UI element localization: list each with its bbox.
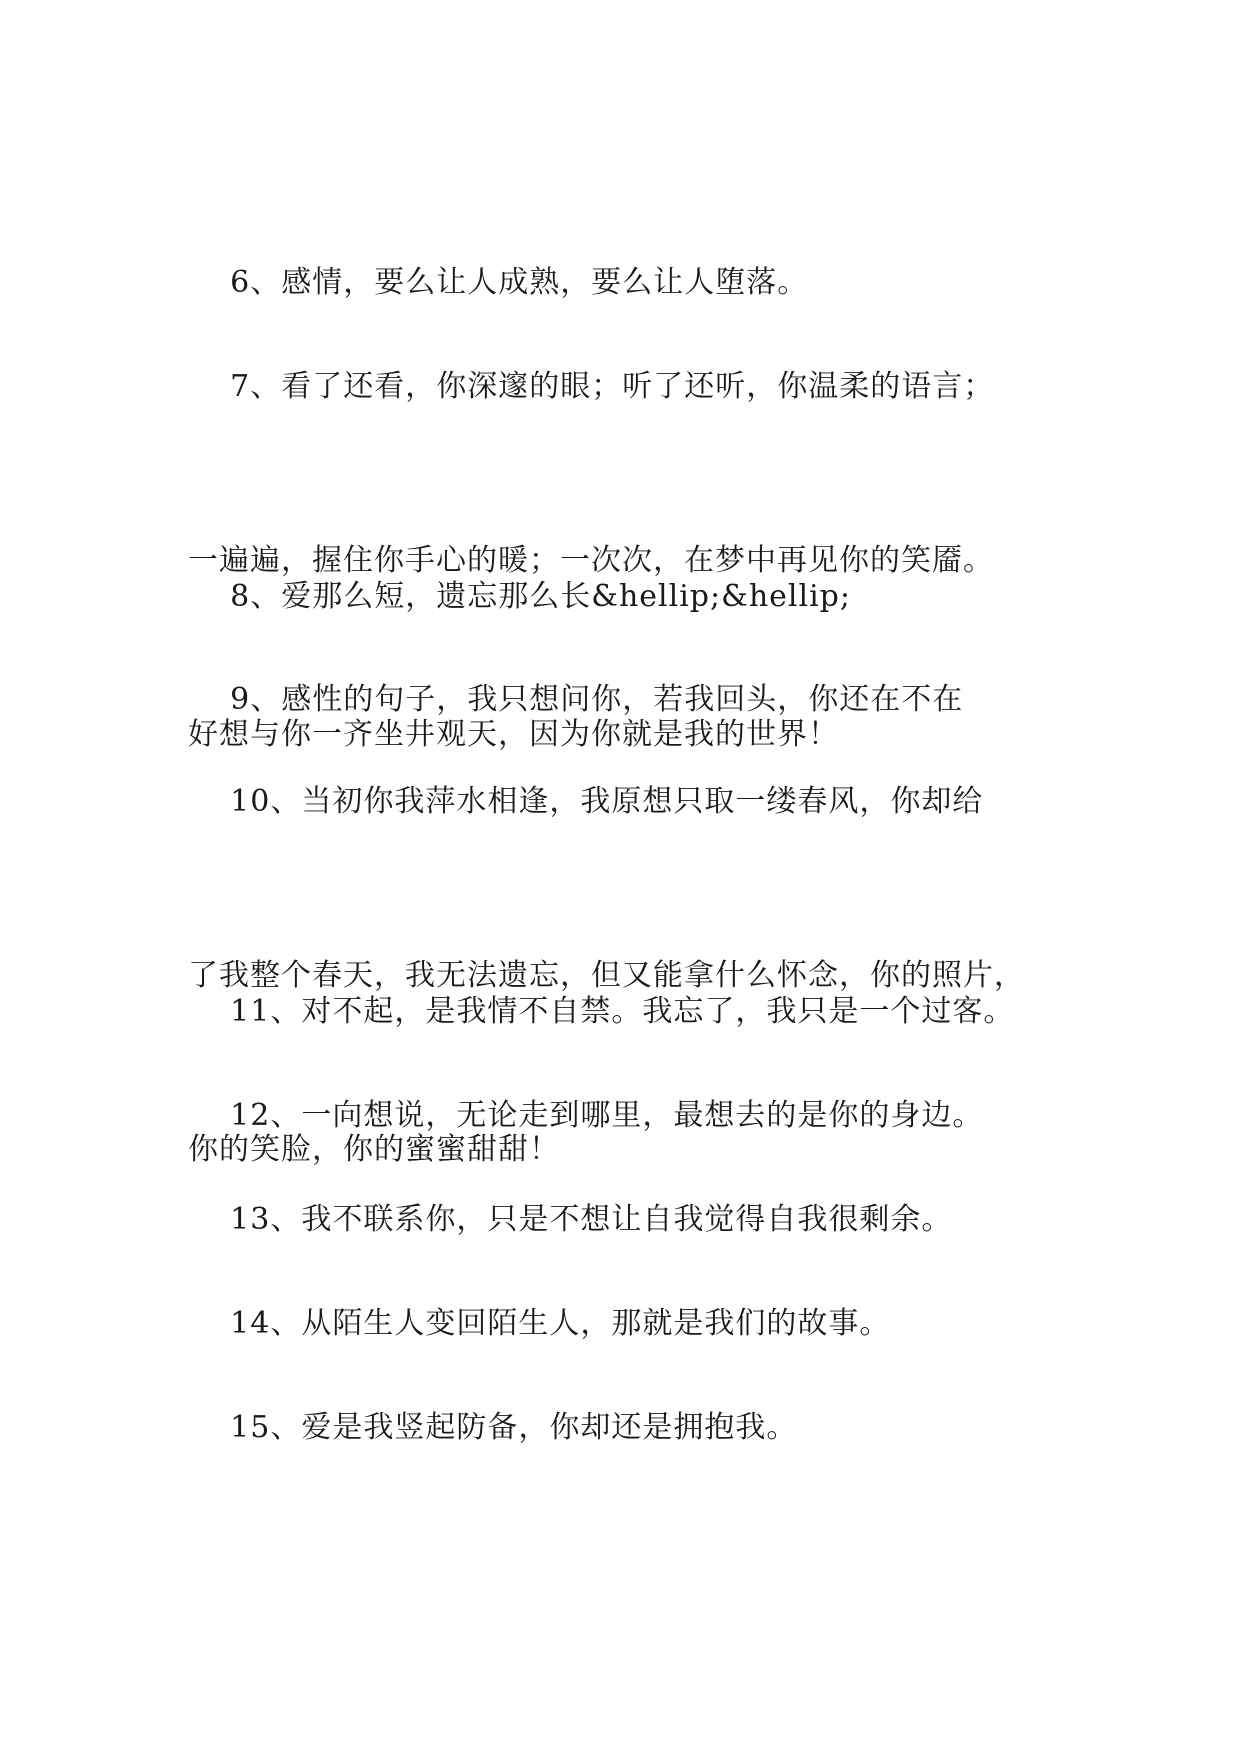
paragraph-line: 10、当初你我萍水相逢，我原想只取一缕春风，你却给 [188,784,984,819]
paragraph-line: 12、一向想说，无论走到哪里，最想去的是你的身边。 [188,1098,984,1133]
paragraph-line: 14、从陌生人变回陌生人，那就是我们的故事。 [188,1306,891,1341]
paragraph-line: 7、看了还看，你深邃的眼；听了还听，你温柔的语言； [188,369,995,404]
paragraph-line: 11、对不起，是我情不自禁。我忘了，我只是一个过客。 [188,994,1015,1029]
paragraph-line: 9、感性的句子，我只想问你，若我回头，你还在不在 [188,682,964,717]
paragraph-15 [188,1283,1088,1573]
paragraph-line: 8、爱那么短，遗忘那么长&hellip;&hellip; [188,579,851,614]
paragraph-line: 好想与你一齐坐井观天，因为你就是我的世界！ [188,717,839,752]
paragraph-line: 13、我不联系你，只是不想让自我觉得自我很剩余。 [188,1202,953,1237]
paragraph-line: 15、爱是我竖起防备，你却还是拥抱我。 [188,1410,798,1445]
paragraph-line: 一遍遍，握住你手心的暖；一次次，在梦中再见你的笑靥。 [188,543,994,578]
paragraph-line: 6、感情，要么让人成熟，要么让人堕落。 [188,265,809,300]
paragraph-line: 了我整个春天，我无法遗忘，但又能拿什么怀念，你的照片， [188,958,1025,993]
paragraph-line: 你的笑脸，你的蜜蜜甜甜！ [188,1132,560,1167]
